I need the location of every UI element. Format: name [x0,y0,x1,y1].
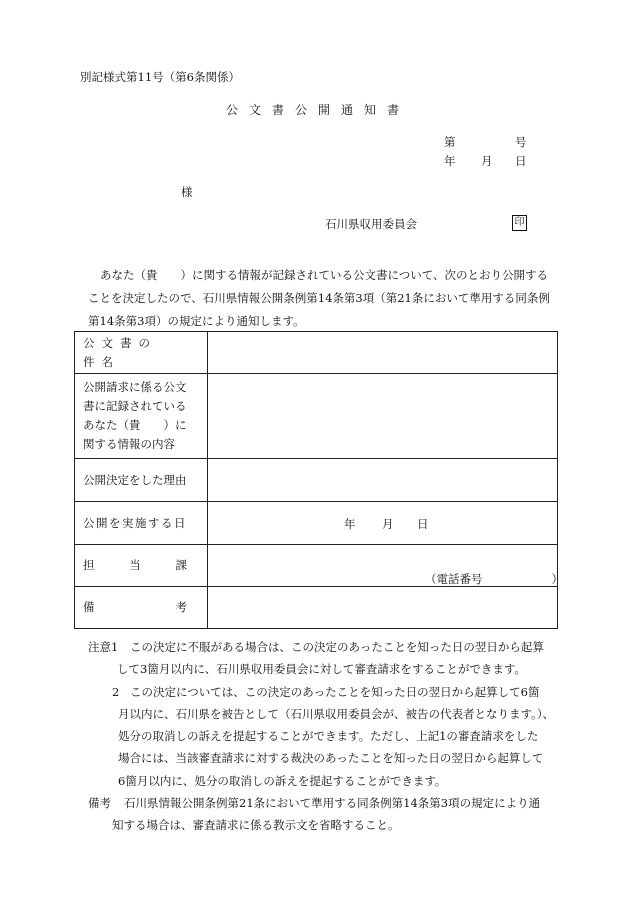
label-remarks: 備 考 [75,587,208,629]
remark-line: 知する場合は、審査請求に係る教示文を省略すること。 [112,818,400,833]
impl-date-year: 年 [344,517,356,531]
remark-line: 備考 石川県情報公開条例第21条において準用する同条例第14条第3項の規定により通 [88,792,568,814]
value-document-title[interactable] [208,332,558,374]
notice-table [74,331,563,629]
seal-mark: 印 [512,215,527,231]
note-2-line: 処分の取消しの訴えを提起することができます。ただし、上記1の審査請求をした [118,729,539,744]
impl-date-month: 月 [382,517,394,531]
date-month: 月 [481,154,493,168]
value-remarks[interactable] [208,587,558,629]
note-2-line: 6箇月以内に、処分の取消しの訴えを提起することができます。 [118,773,447,788]
label-document-title: 公文書の件名 [75,332,208,374]
document-number-go: 号 [515,135,527,149]
form-number: 別記様式第11号（第6条関係） [80,70,240,84]
notes-section [88,636,568,837]
value-decision-reason[interactable] [208,459,558,502]
value-implementation-date[interactable] [208,502,558,545]
phone-number-field: （電話番号 ） [425,572,563,586]
addressee-sama: 様 [181,185,193,199]
label-implementation-date: 公開を実施する日 [75,502,208,545]
impl-date-day: 日 [417,517,429,531]
label-decision-reason: 公開決定をした理由 [75,459,208,502]
value-department[interactable] [208,545,563,587]
document-title: 公文書公開通知書 [226,103,411,117]
note-1-line: して3箇月以内に、石川県収用委員会に対して審査請求をすることができます。 [117,662,526,677]
label-line: あなた（貴 ）に [83,418,187,432]
date-year: 年 [444,154,456,168]
date-day: 日 [515,154,527,168]
note-2-line: 2 この決定については、この決定のあったことを知った日の翌日から起算して6箇 [88,681,568,703]
note-2-line: 場合には、当該審査請求に対する裁決のあったことを知った日の翌日から起算して [118,751,544,766]
label-line: 関する情報の内容 [83,437,175,451]
sender-name: 石川県収用委員会 [325,217,417,231]
body-line: あなた（貴 ）に関する情報が記録されている公文書について、次のとおり公開する [100,268,549,282]
body-paragraph [88,264,563,333]
remark-head: 備考 [88,796,111,811]
label-line: 公開請求に係る公文 [83,380,187,394]
note-1-head: 注意1 [88,640,119,654]
document-number-dai: 第 [444,135,456,149]
note-2-line: 月以内に、石川県を被告として（石川県収用委員会が、被告の代表者となります。）、 [118,706,555,721]
note-1-line: 注意1 この決定に不服がある場合は、この決定のあったことを知った日の翌日から起算 [88,636,568,658]
label-information-content [75,374,208,459]
body-line: ことを決定したので、石川県情報公開条例第14条第3項（第21条において準用する同条例 [88,291,550,305]
note-2-head: 2 [112,684,120,699]
value-information-content[interactable] [208,374,558,459]
label-department: 担 当 課 [75,545,208,587]
body-line: 第14条第3項）の規定により通知します。 [88,314,305,328]
label-line: 書に記録されている [83,399,187,413]
